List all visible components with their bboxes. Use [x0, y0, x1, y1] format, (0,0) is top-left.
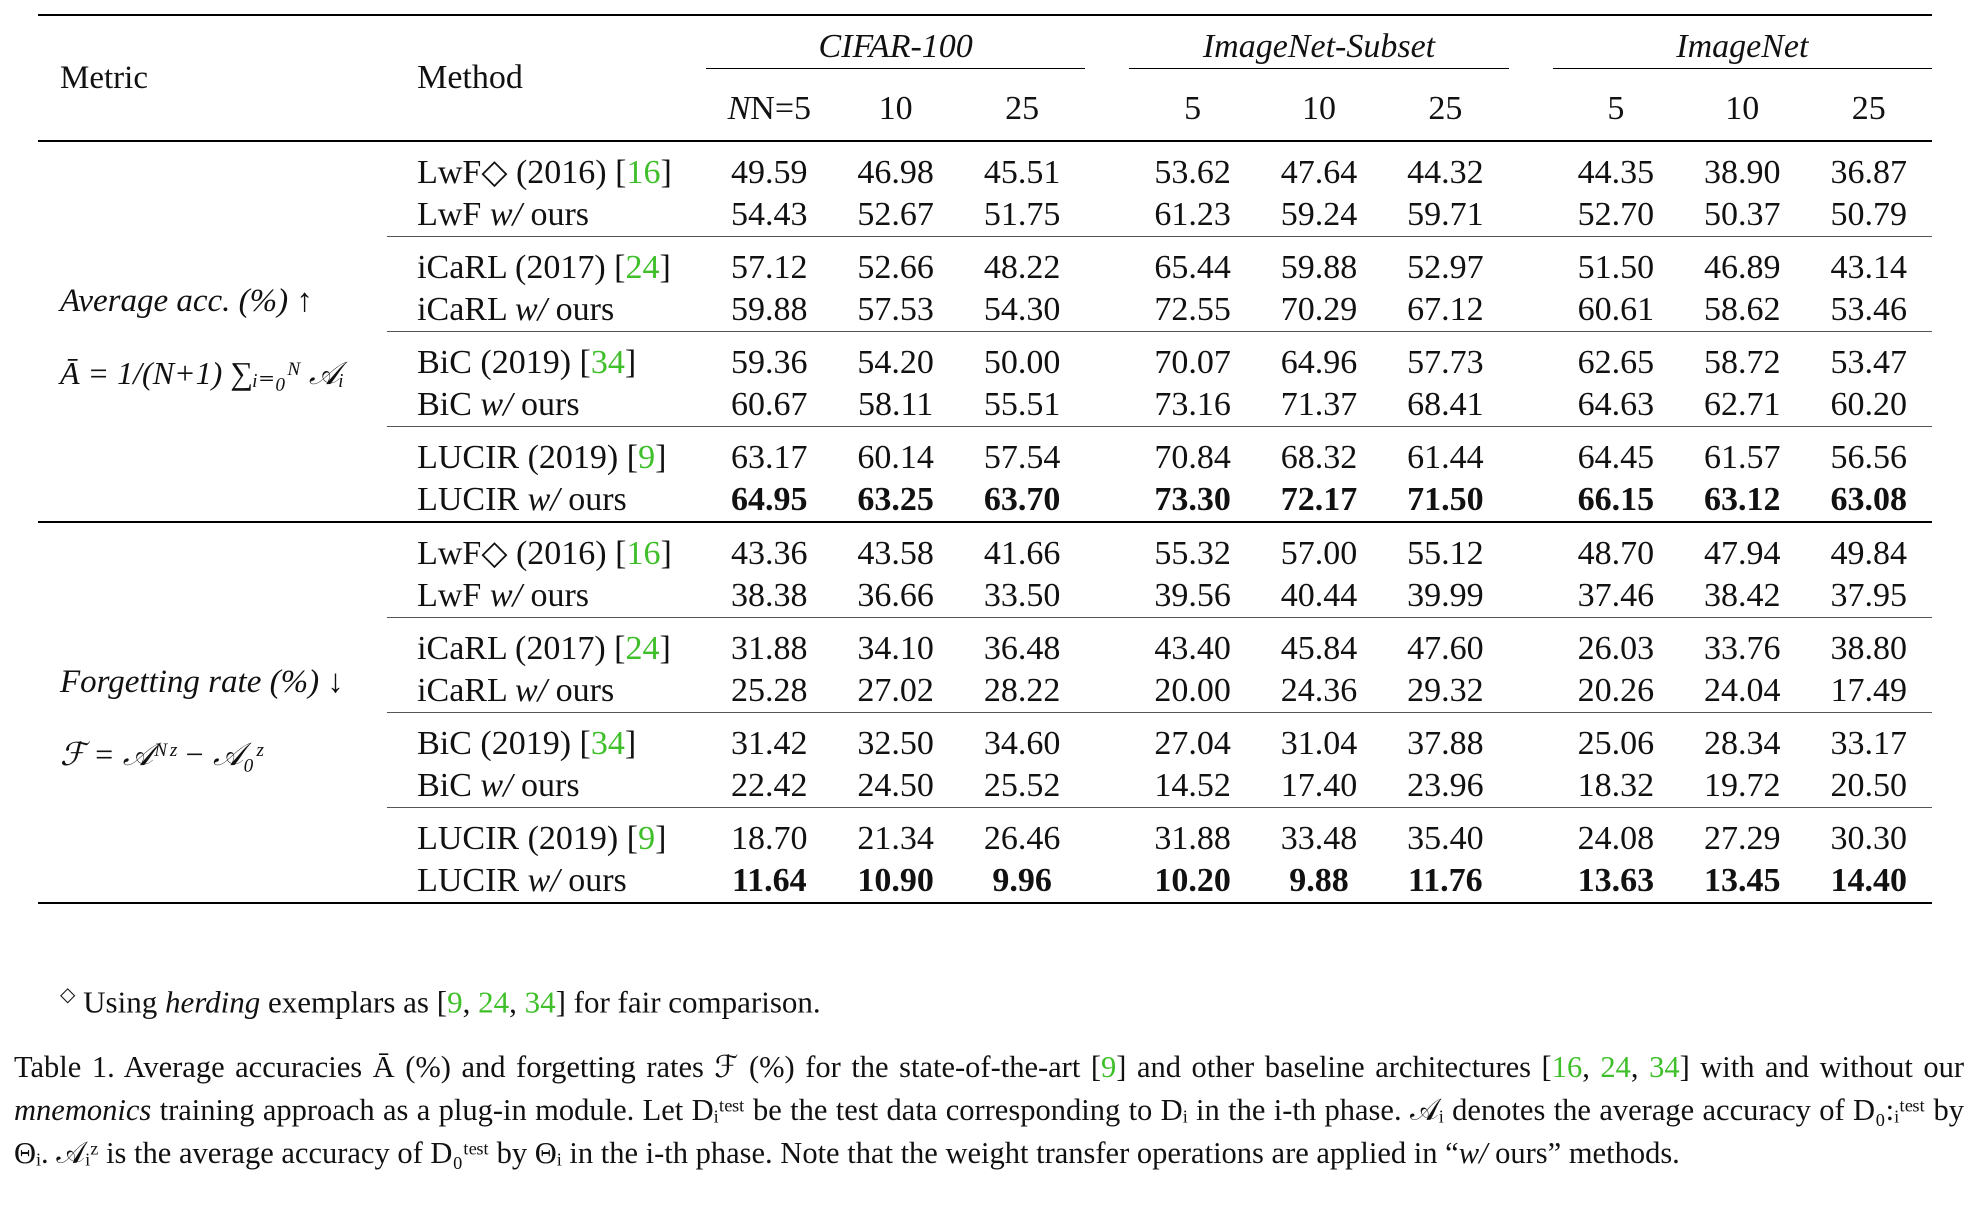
value-cell: 39.99	[1407, 577, 1484, 614]
value-cell: 31.42	[706, 713, 832, 766]
value-cell: 62.71	[1704, 386, 1781, 423]
value-cell: 64.96	[1256, 332, 1382, 385]
value-cell: 45.51	[959, 141, 1085, 194]
phase-header: 10	[832, 78, 958, 141]
phase-header: 5	[1129, 78, 1255, 141]
citation-link[interactable]: 24	[478, 984, 510, 1020]
value-cell: 65.44	[1129, 237, 1255, 290]
value-cell: 38.90	[1679, 141, 1805, 194]
value-cell: 34.10	[832, 618, 958, 671]
value-cell: 10.20	[1154, 862, 1231, 899]
value-cell: 44.32	[1382, 141, 1508, 194]
value-cell: 21.34	[832, 808, 958, 861]
value-cell: 9.88	[1289, 862, 1349, 899]
value-cell: 24.50	[857, 767, 934, 804]
value-cell: 52.70	[1577, 196, 1655, 233]
value-cell: 57.53	[857, 291, 934, 328]
value-cell: 13.45	[1704, 862, 1781, 899]
value-cell: 45.84	[1256, 618, 1382, 671]
value-cell: 9.96	[992, 862, 1052, 899]
value-cell: 68.32	[1256, 427, 1382, 480]
dataset-header-cifar100: CIFAR-100	[706, 15, 1085, 78]
value-cell: 25.28	[731, 672, 808, 709]
value-cell: 54.20	[832, 332, 958, 385]
value-cell: 36.87	[1805, 141, 1932, 194]
phase-header: 10	[1256, 78, 1382, 141]
value-cell: 43.58	[832, 522, 958, 575]
value-cell: 63.08	[1830, 481, 1907, 518]
value-cell: 40.44	[1280, 577, 1358, 614]
method-cell: iCaRL (2017) [24]	[387, 237, 706, 290]
citation-link[interactable]: 9	[1101, 1050, 1117, 1084]
value-cell: 41.66	[959, 522, 1085, 575]
value-cell: 35.40	[1382, 808, 1508, 861]
citation-link[interactable]: 16	[626, 154, 661, 191]
value-cell: 26.03	[1553, 618, 1679, 671]
value-cell: 32.50	[832, 713, 958, 766]
value-cell: 58.11	[858, 386, 934, 423]
value-cell: 17.40	[1280, 767, 1358, 804]
value-cell: 58.62	[1704, 291, 1781, 328]
value-cell: 54.30	[983, 291, 1061, 328]
method-cell: BiC w/ ours	[417, 767, 580, 804]
value-cell: 52.67	[857, 196, 934, 233]
value-cell: 14.52	[1154, 767, 1231, 804]
method-cell: iCaRL (2017) [24]	[387, 618, 706, 671]
value-cell: 37.88	[1382, 713, 1508, 766]
value-cell: 18.70	[706, 808, 832, 861]
value-cell: 47.64	[1256, 141, 1382, 194]
method-cell: iCaRL w/ ours	[417, 672, 615, 709]
value-cell: 20.26	[1577, 672, 1655, 709]
value-cell: 73.16	[1154, 386, 1231, 423]
method-cell: LUCIR w/ ours	[417, 481, 627, 518]
citation-link[interactable]: 24	[625, 249, 660, 286]
citation-link[interactable]: 16	[1551, 1050, 1583, 1084]
value-cell: 24.36	[1280, 672, 1358, 709]
value-cell: 60.67	[731, 386, 808, 423]
value-cell: 48.22	[959, 237, 1085, 290]
value-cell: 34.60	[959, 713, 1085, 766]
value-cell: 27.04	[1129, 713, 1255, 766]
value-cell: 47.94	[1679, 522, 1805, 575]
metric-title: Forgetting rate (%) ↓	[60, 663, 344, 700]
value-cell: 57.00	[1256, 522, 1382, 575]
method-cell: iCaRL w/ ours	[417, 291, 615, 328]
value-cell: 49.59	[706, 141, 832, 194]
value-cell: 33.76	[1679, 618, 1805, 671]
method-cell: LwF w/ ours	[417, 196, 590, 233]
value-cell: 52.66	[832, 237, 958, 290]
value-cell: 30.30	[1805, 808, 1932, 861]
value-cell: 57.73	[1382, 332, 1508, 385]
value-cell: 53.46	[1830, 291, 1907, 328]
method-cell: BiC (2019) [34]	[387, 332, 706, 385]
value-cell: 57.54	[959, 427, 1085, 480]
method-cell: LwF◇ (2016) [16]	[387, 141, 706, 194]
metric-title: Average acc. (%) ↑	[60, 282, 313, 319]
value-cell: 13.63	[1577, 862, 1655, 899]
value-cell: 59.88	[1256, 237, 1382, 290]
table-footnote: ◇ Using herding exemplars as [9, 24, 34] for fair comparison.	[60, 984, 821, 1020]
value-cell: 55.32	[1129, 522, 1255, 575]
value-cell: 27.29	[1679, 808, 1805, 861]
value-cell: 68.41	[1407, 386, 1484, 423]
value-cell: 20.00	[1154, 672, 1231, 709]
value-cell: 55.12	[1382, 522, 1508, 575]
value-cell: 31.88	[1129, 808, 1255, 861]
value-cell: 70.84	[1129, 427, 1255, 480]
citation-link[interactable]: 9	[638, 820, 656, 857]
value-cell: 50.37	[1704, 196, 1781, 233]
value-cell: 58.72	[1679, 332, 1805, 385]
method-cell: LUCIR (2019) [9]	[387, 427, 706, 480]
value-cell: 33.50	[983, 577, 1061, 614]
value-cell: 43.36	[706, 522, 832, 575]
value-cell: 51.75	[983, 196, 1061, 233]
value-cell: 24.08	[1553, 808, 1679, 861]
value-cell: 10.90	[857, 862, 934, 899]
citation-link[interactable]: 34	[590, 344, 625, 381]
value-cell: 59.36	[706, 332, 832, 385]
metric-formula: ℱ = 𝒜ᴺᶻ − 𝒜₀ᶻ	[60, 735, 263, 772]
value-cell: 63.70	[983, 481, 1061, 518]
value-cell: 46.98	[832, 141, 958, 194]
value-cell: 38.38	[731, 577, 808, 614]
value-cell: 38.80	[1805, 618, 1932, 671]
method-cell: LUCIR w/ ours	[417, 862, 627, 899]
citation-link[interactable]: 9	[447, 984, 463, 1020]
value-cell: 19.72	[1704, 767, 1781, 804]
phase-header: 25	[1382, 78, 1508, 141]
citation-link[interactable]: 34	[524, 984, 556, 1020]
value-cell: 14.40	[1830, 862, 1907, 899]
value-cell: 59.71	[1407, 196, 1484, 233]
value-cell: 44.35	[1553, 141, 1679, 194]
value-cell: 33.17	[1805, 713, 1932, 766]
table-row	[38, 141, 1932, 194]
value-cell: 17.49	[1830, 672, 1907, 709]
value-cell: 53.47	[1805, 332, 1932, 385]
value-cell: 55.51	[983, 386, 1061, 423]
value-cell: 28.34	[1679, 713, 1805, 766]
metric-label-cell	[38, 522, 387, 903]
value-cell: 47.60	[1382, 618, 1508, 671]
value-cell: 24.04	[1704, 672, 1781, 709]
value-cell: 71.50	[1407, 481, 1484, 518]
value-cell: 26.46	[959, 808, 1085, 861]
value-cell: 60.61	[1577, 291, 1655, 328]
value-cell: 61.57	[1679, 427, 1805, 480]
value-cell: 54.43	[731, 196, 808, 233]
citation-link[interactable]: 9	[638, 439, 656, 476]
value-cell: 66.15	[1577, 481, 1655, 518]
value-cell: 38.42	[1704, 577, 1781, 614]
dataset-header-imagenet: ImageNet	[1553, 15, 1932, 78]
value-cell: 43.40	[1129, 618, 1255, 671]
value-cell: 22.42	[731, 767, 808, 804]
value-cell: 60.20	[1830, 386, 1907, 423]
phase-header: 5	[1553, 78, 1679, 141]
value-cell: 63.17	[706, 427, 832, 480]
value-cell: 62.65	[1553, 332, 1679, 385]
value-cell: 51.50	[1553, 237, 1679, 290]
value-cell: 39.56	[1154, 577, 1231, 614]
value-cell: 11.76	[1408, 862, 1483, 899]
value-cell: 64.95	[731, 481, 808, 518]
value-cell: 25.06	[1553, 713, 1679, 766]
value-cell: 50.79	[1830, 196, 1907, 233]
value-cell: 61.44	[1382, 427, 1508, 480]
value-cell: 33.48	[1256, 808, 1382, 861]
method-cell: BiC (2019) [34]	[387, 713, 706, 766]
value-cell: 64.45	[1553, 427, 1679, 480]
value-cell: 49.84	[1805, 522, 1932, 575]
value-cell: 67.12	[1407, 291, 1484, 328]
phase-header: 25	[1805, 78, 1932, 141]
method-cell: LUCIR (2019) [9]	[387, 808, 706, 861]
value-cell: 72.17	[1280, 481, 1358, 518]
value-cell: 28.22	[983, 672, 1061, 709]
results-table	[38, 14, 1932, 904]
value-cell: 37.95	[1830, 577, 1907, 614]
phase-header: NN=5	[706, 78, 832, 141]
metric-formula: Ā = 1/(N+1) ∑ᵢ₌₀ᴺ 𝒜ᵢ	[60, 354, 345, 391]
citation-link[interactable]: 16	[626, 535, 661, 572]
table-row	[38, 522, 1932, 575]
value-cell: 23.96	[1407, 767, 1484, 804]
value-cell: 43.14	[1805, 237, 1932, 290]
value-cell: 70.29	[1280, 291, 1358, 328]
value-cell: 61.23	[1154, 196, 1231, 233]
value-cell: 29.32	[1407, 672, 1484, 709]
metric-label-cell	[38, 141, 387, 522]
value-cell: 48.70	[1553, 522, 1679, 575]
value-cell: 18.32	[1577, 767, 1655, 804]
value-cell: 31.88	[706, 618, 832, 671]
value-cell: 31.04	[1256, 713, 1382, 766]
value-cell: 11.64	[731, 862, 807, 899]
value-cell: 63.25	[857, 481, 934, 518]
value-cell: 73.30	[1154, 481, 1231, 518]
method-cell: LwF◇ (2016) [16]	[387, 522, 706, 575]
value-cell: 27.02	[857, 672, 934, 709]
method-header: Method	[417, 59, 523, 96]
value-cell: 52.97	[1382, 237, 1508, 290]
value-cell: 71.37	[1280, 386, 1358, 423]
value-cell: 46.89	[1679, 237, 1805, 290]
value-cell: 59.24	[1280, 196, 1358, 233]
table-caption: Table 1. Average accuracies Ā (%) and forgetting rates ℱ (%) for the state-of-the-art [9] and other baseline architectures [16, 24, 34] with and without our mnemonics training approach as a plug-in module. Let Dᵢᵗᵉˢᵗ be the test data corresponding to Dᵢ in the i-th phase. 𝒜ᵢ denotes the average accuracy of D₀:ᵢᵗᵉˢᵗ by Θᵢ. 𝒜ᵢᶻ is the average accuracy of D₀ᵗᵉˢᵗ by Θᵢ in the i-th phase. Note that the weight transfer operations are applied in “w/ ours” methods.	[14, 1050, 1964, 1170]
value-cell: 25.52	[983, 767, 1061, 804]
method-cell: LwF w/ ours	[417, 577, 590, 614]
citation-link[interactable]: 24	[625, 630, 660, 667]
citation-link[interactable]: 34	[590, 725, 625, 762]
value-cell: 72.55	[1154, 291, 1231, 328]
value-cell: 56.56	[1805, 427, 1932, 480]
value-cell: 70.07	[1129, 332, 1255, 385]
value-cell: 59.88	[731, 291, 808, 328]
value-cell: 37.46	[1577, 577, 1655, 614]
value-cell: 63.12	[1704, 481, 1781, 518]
value-cell: 53.62	[1129, 141, 1255, 194]
phase-header: 25	[959, 78, 1085, 141]
value-cell: 36.48	[959, 618, 1085, 671]
value-cell: 64.63	[1577, 386, 1655, 423]
value-cell: 20.50	[1830, 767, 1907, 804]
value-cell: 60.14	[832, 427, 958, 480]
value-cell: 50.00	[959, 332, 1085, 385]
metric-header: Metric	[60, 60, 148, 96]
value-cell: 36.66	[857, 577, 934, 614]
phase-first-label: N=5	[750, 90, 811, 127]
dataset-header-imagenet-subset: ImageNet-Subset	[1129, 15, 1508, 78]
value-cell: 57.12	[706, 237, 832, 290]
citation-link[interactable]: 34	[1649, 1050, 1680, 1084]
method-cell: BiC w/ ours	[417, 386, 580, 423]
phase-header: 10	[1679, 78, 1805, 141]
citation-link[interactable]: 24	[1600, 1050, 1631, 1084]
